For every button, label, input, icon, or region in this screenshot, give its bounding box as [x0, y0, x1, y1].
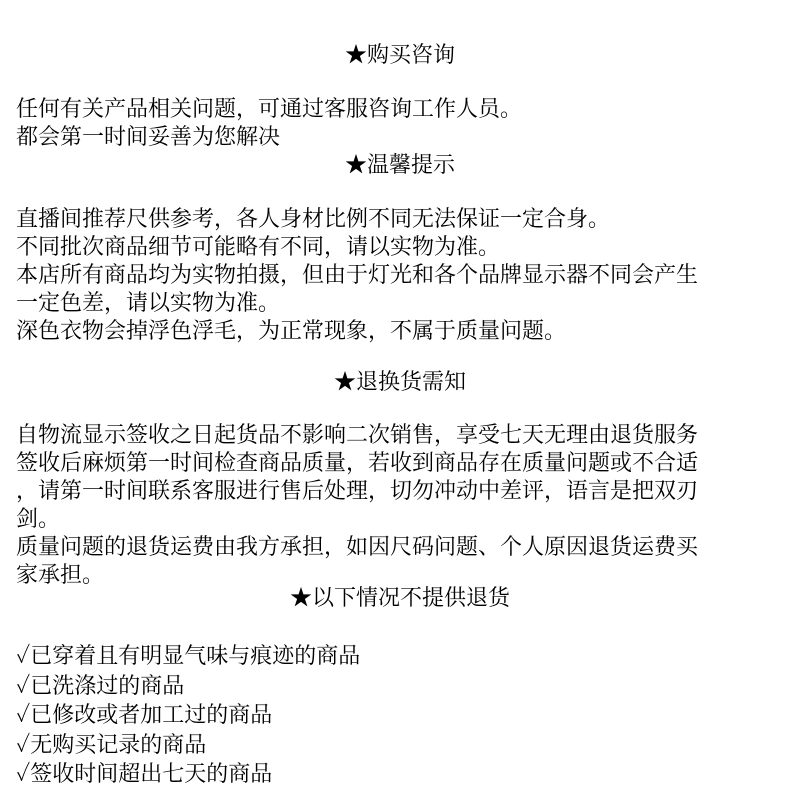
- text-line: 签收后麻烦第一时间检查商品质量，若收到商品存在质量问题或不合适: [16, 451, 699, 476]
- heading-no-return-cases: ★以下情况不提供退货: [289, 586, 510, 611]
- text-line: 自物流显示签收之日起货品不影响二次销售，享受七天无理由退货服务: [16, 423, 699, 448]
- text-line: 本店所有商品均为实物拍摄，但由于灯光和各个品牌显示器不同会产生: [16, 263, 699, 288]
- heading-return-notice: ★退换货需知: [333, 370, 466, 395]
- text-line: 质量问题的退货运费由我方承担，如因尺码问题、个人原因退货运费买: [16, 535, 699, 560]
- list-item: ✓签收时间超出七天的商品: [16, 762, 273, 787]
- text-line: 直播间推荐尺供参考，各人身材比例不同无法保证一定合身。: [16, 207, 611, 232]
- list-item: ✓已修改或者加工过的商品: [16, 703, 273, 728]
- paragraph-purchase-consult: [16, 96, 796, 152]
- text-line: 不同批次商品细节可能略有不同，请以实物为准。: [16, 235, 501, 260]
- text-line: 深色衣物会掉浮色浮毛，为正常现象，不属于质量问题。: [16, 319, 567, 344]
- text-line: 都会第一时间妥善为您解决: [16, 125, 281, 150]
- heading-purchase-consult: ★购买咨询: [344, 43, 455, 68]
- text-line: 剑。: [16, 507, 61, 532]
- paragraph-warm-tips: [16, 206, 796, 346]
- paragraph-return-notice: [16, 422, 796, 590]
- text-line: 任何有关产品相关问题，可通过客服咨询工作人员。: [16, 97, 523, 122]
- text-line: ，请第一时间联系客服进行售后处理，切勿冲动中差评，语言是把双刃: [16, 479, 699, 504]
- heading-warm-tips: ★温馨提示: [344, 153, 455, 178]
- list-item: ✓无购买记录的商品: [16, 732, 207, 758]
- list-item: ✓已穿着且有明显气味与痕迹的商品: [16, 644, 361, 669]
- list-no-return-cases: [16, 642, 796, 790]
- list-item: ✓已洗涤过的商品: [16, 673, 185, 699]
- text-line: 一定色差，请以实物为准。: [16, 291, 281, 316]
- text-line: 家承担。: [16, 563, 105, 588]
